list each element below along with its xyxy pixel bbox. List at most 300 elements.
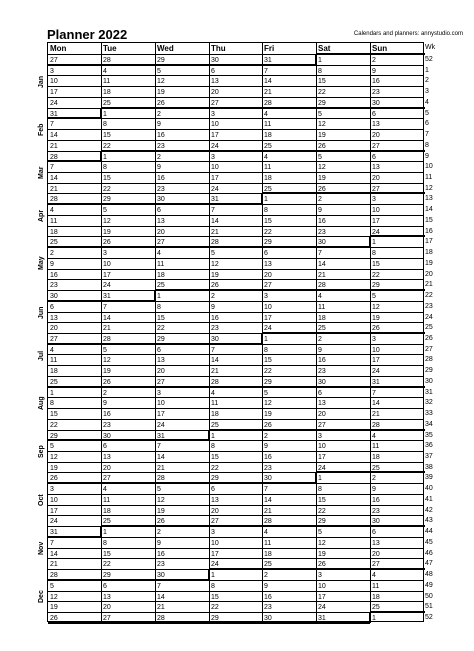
day-cell[interactable]: 2 (318, 196, 322, 204)
day-cell[interactable]: 17 (264, 314, 272, 322)
day-cell[interactable]: 1 (318, 57, 322, 64)
day-cell[interactable]: 30 (264, 614, 272, 622)
day-cell[interactable]: 9 (372, 67, 376, 75)
day-cell[interactable]: 20 (103, 604, 111, 612)
day-cell[interactable]: 5 (103, 346, 107, 354)
day-cell[interactable]: 7 (50, 121, 54, 129)
day-cell[interactable]: 10 (50, 496, 58, 504)
day-cell[interactable]: 9 (157, 539, 161, 547)
day-cell[interactable]: 18 (318, 314, 326, 322)
day-cell[interactable]: 2 (157, 529, 161, 537)
day-cell[interactable]: 26 (50, 614, 58, 622)
day-cell[interactable]: 17 (103, 271, 111, 279)
day-cell[interactable]: 22 (318, 507, 326, 515)
day-cell[interactable]: 15 (50, 411, 58, 419)
day-cell[interactable]: 24 (50, 518, 58, 526)
day-cell[interactable]: 10 (318, 443, 326, 451)
day-cell[interactable]: 9 (211, 303, 215, 311)
day-cell[interactable]: 14 (264, 78, 272, 86)
day-cell[interactable]: 17 (50, 507, 58, 515)
day-cell[interactable]: 8 (318, 486, 322, 494)
day-cell[interactable]: 27 (372, 561, 380, 569)
day-cell[interactable]: 16 (264, 593, 272, 601)
day-cell[interactable]: 25 (211, 421, 219, 429)
day-cell[interactable]: 26 (318, 142, 326, 150)
day-cell[interactable]: 7 (211, 346, 215, 354)
day-cell[interactable]: 17 (157, 411, 165, 419)
day-cell[interactable]: 11 (318, 303, 326, 311)
day-cell[interactable]: 7 (264, 486, 268, 494)
day-cell[interactable]: 14 (157, 593, 165, 601)
day-cell[interactable]: 23 (157, 142, 165, 150)
day-cell[interactable]: 25 (264, 185, 272, 193)
day-cell[interactable]: 22 (264, 228, 272, 236)
day-cell[interactable]: 12 (50, 454, 58, 461)
day-cell[interactable]: 21 (211, 368, 219, 376)
day-cell[interactable]: 14 (318, 260, 326, 268)
day-cell[interactable]: 24 (211, 142, 219, 150)
day-cell[interactable]: 17 (318, 454, 326, 461)
day-cell[interactable]: 8 (103, 164, 107, 172)
day-cell[interactable]: 10 (211, 164, 219, 172)
day-cell[interactable]: 29 (318, 518, 326, 526)
day-cell[interactable]: 25 (264, 561, 272, 569)
day-cell[interactable]: 28 (103, 57, 111, 64)
day-cell[interactable]: 3 (318, 432, 322, 440)
day-cell[interactable]: 7 (318, 250, 322, 258)
day-cell[interactable]: 25 (50, 378, 58, 386)
day-cell[interactable]: 30 (211, 335, 219, 343)
day-cell[interactable]: 10 (103, 260, 111, 268)
day-cell[interactable]: 24 (211, 185, 219, 193)
day-cell[interactable]: 11 (372, 443, 380, 451)
day-cell[interactable]: 8 (318, 67, 322, 75)
day-cell[interactable]: 12 (157, 78, 165, 86)
day-cell[interactable]: 14 (157, 454, 165, 461)
day-cell[interactable]: 26 (372, 325, 380, 333)
day-cell[interactable]: 20 (372, 175, 380, 183)
day-cell[interactable]: 16 (157, 175, 165, 183)
day-cell[interactable]: 6 (318, 389, 322, 397)
day-cell[interactable]: 29 (264, 378, 272, 386)
day-cell[interactable]: 4 (103, 486, 107, 494)
day-cell[interactable]: 6 (372, 529, 376, 537)
day-cell[interactable]: 16 (103, 411, 111, 419)
day-cell[interactable]: 11 (50, 217, 58, 225)
day-cell[interactable]: 2 (264, 432, 268, 440)
day-cell[interactable]: 24 (318, 604, 326, 612)
day-cell[interactable]: 23 (318, 228, 326, 236)
day-cell[interactable]: 22 (103, 561, 111, 569)
day-cell[interactable]: 26 (103, 239, 111, 247)
day-cell[interactable]: 30 (157, 572, 165, 580)
day-cell[interactable]: 3 (318, 572, 322, 580)
day-cell[interactable]: 25 (264, 142, 272, 150)
day-cell[interactable]: 5 (264, 389, 268, 397)
day-cell[interactable]: 19 (318, 175, 326, 183)
day-cell[interactable]: 9 (318, 346, 322, 354)
day-cell[interactable]: 26 (157, 99, 165, 107)
day-cell[interactable]: 31 (372, 378, 380, 386)
day-cell[interactable]: 10 (211, 121, 219, 129)
day-cell[interactable]: 30 (264, 475, 272, 483)
day-cell[interactable]: 23 (157, 185, 165, 193)
day-cell[interactable]: 7 (103, 303, 107, 311)
day-cell[interactable]: 9 (157, 121, 161, 129)
day-cell[interactable]: 9 (264, 582, 268, 590)
day-cell[interactable]: 31 (211, 196, 219, 204)
day-cell[interactable]: 9 (318, 207, 322, 215)
day-cell[interactable]: 7 (50, 164, 54, 172)
day-cell[interactable]: 19 (211, 271, 219, 279)
day-cell[interactable]: 4 (157, 250, 161, 258)
day-cell[interactable]: 3 (103, 250, 107, 258)
day-cell[interactable]: 18 (50, 228, 58, 236)
day-cell[interactable]: 6 (157, 207, 161, 215)
day-cell[interactable]: 26 (211, 282, 219, 290)
day-cell[interactable]: 13 (372, 539, 380, 547)
day-cell[interactable]: 1 (211, 432, 215, 440)
day-cell[interactable]: 12 (318, 121, 326, 129)
day-cell[interactable]: 27 (157, 239, 165, 247)
day-cell[interactable]: 30 (211, 57, 219, 64)
day-cell[interactable]: 8 (103, 539, 107, 547)
day-cell[interactable]: 12 (318, 164, 326, 172)
day-cell[interactable]: 13 (157, 217, 165, 225)
day-cell[interactable]: 28 (211, 378, 219, 386)
day-cell[interactable]: 22 (103, 185, 111, 193)
day-cell[interactable]: 21 (157, 604, 165, 612)
day-cell[interactable]: 28 (211, 239, 219, 247)
day-cell[interactable]: 28 (264, 518, 272, 526)
day-cell[interactable]: 4 (264, 110, 268, 118)
day-cell[interactable]: 28 (50, 153, 58, 161)
day-cell[interactable]: 3 (157, 389, 161, 397)
day-cell[interactable]: 16 (318, 217, 326, 225)
day-cell[interactable]: 14 (211, 357, 219, 365)
day-cell[interactable]: 16 (211, 314, 219, 322)
day-cell[interactable]: 11 (103, 78, 111, 86)
day-cell[interactable]: 27 (372, 185, 380, 193)
day-cell[interactable]: 5 (103, 207, 107, 215)
day-cell[interactable]: 5 (50, 443, 54, 451)
day-cell[interactable]: 19 (157, 89, 165, 97)
day-cell[interactable]: 27 (211, 99, 219, 107)
day-cell[interactable]: 13 (103, 454, 111, 461)
day-cell[interactable]: 18 (211, 411, 219, 419)
day-cell[interactable]: 3 (372, 196, 376, 204)
day-cell[interactable]: 19 (50, 464, 58, 472)
day-cell[interactable]: 24 (50, 99, 58, 107)
day-cell[interactable]: 3 (50, 486, 54, 494)
day-cell[interactable]: 5 (157, 67, 161, 75)
day-cell[interactable]: 19 (103, 368, 111, 376)
day-cell[interactable]: 16 (50, 271, 58, 279)
day-cell[interactable]: 25 (157, 282, 165, 290)
day-cell[interactable]: 20 (372, 132, 380, 140)
day-cell[interactable]: 15 (264, 357, 272, 365)
day-cell[interactable]: 15 (211, 454, 219, 461)
day-cell[interactable]: 5 (211, 250, 215, 258)
day-cell[interactable]: 1 (157, 293, 161, 301)
day-cell[interactable]: 7 (372, 389, 376, 397)
day-cell[interactable]: 19 (103, 228, 111, 236)
day-cell[interactable]: 27 (372, 142, 380, 150)
day-cell[interactable]: 29 (372, 282, 380, 290)
day-cell[interactable]: 15 (318, 496, 326, 504)
day-cell[interactable]: 18 (50, 368, 58, 376)
day-cell[interactable]: 16 (372, 78, 380, 86)
day-cell[interactable]: 20 (211, 89, 219, 97)
day-cell[interactable]: 23 (372, 507, 380, 515)
day-cell[interactable]: 14 (264, 496, 272, 504)
day-cell[interactable]: 22 (318, 89, 326, 97)
day-cell[interactable]: 17 (211, 132, 219, 140)
day-cell[interactable]: 1 (264, 335, 268, 343)
day-cell[interactable]: 1 (211, 572, 215, 580)
day-cell[interactable]: 30 (372, 518, 380, 526)
day-cell[interactable]: 2 (103, 389, 107, 397)
day-cell[interactable]: 18 (264, 175, 272, 183)
day-cell[interactable]: 26 (157, 518, 165, 526)
day-cell[interactable]: 1 (264, 196, 268, 204)
day-cell[interactable]: 15 (211, 593, 219, 601)
day-cell[interactable]: 28 (50, 196, 58, 204)
day-cell[interactable]: 9 (103, 400, 107, 408)
day-cell[interactable]: 4 (50, 346, 54, 354)
day-cell[interactable]: 1 (318, 475, 322, 483)
day-cell[interactable]: 24 (211, 561, 219, 569)
day-cell[interactable]: 30 (50, 293, 58, 301)
day-cell[interactable]: 15 (318, 78, 326, 86)
day-cell[interactable]: 25 (318, 325, 326, 333)
day-cell[interactable]: 15 (103, 175, 111, 183)
day-cell[interactable]: 27 (50, 57, 58, 64)
day-cell[interactable]: 3 (211, 529, 215, 537)
day-cell[interactable]: 17 (211, 175, 219, 183)
day-cell[interactable]: 28 (50, 572, 58, 580)
day-cell[interactable]: 11 (264, 121, 272, 129)
day-cell[interactable]: 21 (50, 561, 58, 569)
day-cell[interactable]: 23 (50, 282, 58, 290)
day-cell[interactable]: 29 (103, 196, 111, 204)
day-cell[interactable]: 6 (103, 443, 107, 451)
day-cell[interactable]: 10 (211, 539, 219, 547)
day-cell[interactable]: 3 (264, 293, 268, 301)
day-cell[interactable]: 27 (157, 378, 165, 386)
day-cell[interactable]: 30 (318, 378, 326, 386)
day-cell[interactable]: 25 (50, 239, 58, 247)
day-cell[interactable]: 25 (103, 99, 111, 107)
day-cell[interactable]: 19 (318, 132, 326, 140)
day-cell[interactable]: 7 (50, 539, 54, 547)
day-cell[interactable]: 15 (372, 260, 380, 268)
day-cell[interactable]: 21 (50, 142, 58, 150)
day-cell[interactable]: 16 (157, 132, 165, 140)
day-cell[interactable]: 11 (264, 164, 272, 172)
day-cell[interactable]: 18 (372, 593, 380, 601)
day-cell[interactable]: 3 (211, 153, 215, 161)
day-cell[interactable]: 2 (50, 250, 54, 258)
day-cell[interactable]: 12 (264, 400, 272, 408)
day-cell[interactable]: 26 (318, 185, 326, 193)
day-cell[interactable]: 24 (372, 368, 380, 376)
day-cell[interactable]: 20 (211, 507, 219, 515)
day-cell[interactable]: 14 (372, 400, 380, 408)
day-cell[interactable]: 22 (103, 142, 111, 150)
day-cell[interactable]: 17 (211, 550, 219, 558)
day-cell[interactable]: 24 (157, 421, 165, 429)
day-cell[interactable]: 12 (103, 217, 111, 225)
day-cell[interactable]: 14 (50, 175, 58, 183)
day-cell[interactable]: 4 (264, 153, 268, 161)
day-cell[interactable]: 25 (103, 518, 111, 526)
day-cell[interactable]: 31 (103, 293, 111, 301)
day-cell[interactable]: 19 (318, 550, 326, 558)
day-cell[interactable]: 18 (103, 507, 111, 515)
day-cell[interactable]: 28 (318, 282, 326, 290)
day-cell[interactable]: 7 (264, 67, 268, 75)
day-cell[interactable]: 29 (103, 572, 111, 580)
day-cell[interactable]: 30 (103, 432, 111, 440)
day-cell[interactable]: 16 (264, 454, 272, 461)
day-cell[interactable]: 10 (372, 207, 380, 215)
day-cell[interactable]: 21 (264, 507, 272, 515)
day-cell[interactable]: 4 (372, 572, 376, 580)
day-cell[interactable]: 31 (264, 57, 272, 64)
day-cell[interactable]: 29 (211, 475, 219, 483)
day-cell[interactable]: 6 (157, 346, 161, 354)
day-cell[interactable]: 5 (50, 582, 54, 590)
day-cell[interactable]: 5 (157, 486, 161, 494)
day-cell[interactable]: 26 (318, 561, 326, 569)
day-cell[interactable]: 20 (264, 271, 272, 279)
day-cell[interactable]: 30 (318, 239, 326, 247)
day-cell[interactable]: 15 (103, 550, 111, 558)
day-cell[interactable]: 9 (372, 486, 376, 494)
day-cell[interactable]: 22 (50, 421, 58, 429)
day-cell[interactable]: 13 (50, 314, 58, 322)
day-cell[interactable]: 7 (157, 443, 161, 451)
day-cell[interactable]: 1 (372, 239, 376, 247)
day-cell[interactable]: 2 (264, 572, 268, 580)
day-cell[interactable]: 29 (264, 239, 272, 247)
day-cell[interactable]: 24 (103, 282, 111, 290)
day-cell[interactable]: 5 (372, 293, 376, 301)
day-cell[interactable]: 15 (157, 314, 165, 322)
day-cell[interactable]: 26 (103, 378, 111, 386)
day-cell[interactable]: 13 (211, 496, 219, 504)
day-cell[interactable]: 1 (372, 614, 376, 622)
day-cell[interactable]: 23 (264, 604, 272, 612)
day-cell[interactable]: 8 (372, 250, 376, 258)
day-cell[interactable]: 20 (372, 550, 380, 558)
day-cell[interactable]: 22 (211, 464, 219, 472)
day-cell[interactable]: 29 (211, 614, 219, 622)
day-cell[interactable]: 8 (264, 346, 268, 354)
day-cell[interactable]: 2 (157, 110, 161, 118)
day-cell[interactable]: 17 (372, 357, 380, 365)
day-cell[interactable]: 25 (372, 464, 380, 472)
day-cell[interactable]: 20 (103, 464, 111, 472)
day-cell[interactable]: 4 (318, 293, 322, 301)
day-cell[interactable]: 19 (264, 411, 272, 419)
day-cell[interactable]: 20 (50, 325, 58, 333)
day-cell[interactable]: 5 (318, 153, 322, 161)
day-cell[interactable]: 18 (264, 132, 272, 140)
day-cell[interactable]: 29 (157, 335, 165, 343)
day-cell[interactable]: 14 (50, 550, 58, 558)
day-cell[interactable]: 13 (372, 164, 380, 172)
day-cell[interactable]: 10 (50, 78, 58, 86)
day-cell[interactable]: 21 (372, 411, 380, 419)
day-cell[interactable]: 24 (318, 464, 326, 472)
day-cell[interactable]: 28 (372, 421, 380, 429)
day-cell[interactable]: 12 (372, 303, 380, 311)
day-cell[interactable]: 27 (50, 335, 58, 343)
day-cell[interactable]: 8 (103, 121, 107, 129)
day-cell[interactable]: 26 (264, 421, 272, 429)
day-cell[interactable]: 22 (211, 604, 219, 612)
day-cell[interactable]: 9 (264, 443, 268, 451)
day-cell[interactable]: 16 (318, 357, 326, 365)
day-cell[interactable]: 18 (264, 550, 272, 558)
day-cell[interactable]: 4 (103, 67, 107, 75)
day-cell[interactable]: 13 (372, 121, 380, 129)
day-cell[interactable]: 21 (157, 464, 165, 472)
day-cell[interactable]: 8 (264, 207, 268, 215)
day-cell[interactable]: 1 (103, 153, 107, 161)
day-cell[interactable]: 14 (211, 217, 219, 225)
day-cell[interactable]: 7 (157, 582, 161, 590)
day-cell[interactable]: 8 (157, 303, 161, 311)
day-cell[interactable]: 18 (372, 454, 380, 461)
day-cell[interactable]: 9 (157, 164, 161, 172)
day-cell[interactable]: 5 (318, 110, 322, 118)
day-cell[interactable]: 6 (211, 486, 215, 494)
day-cell[interactable]: 23 (103, 421, 111, 429)
day-cell[interactable]: 19 (50, 604, 58, 612)
day-cell[interactable]: 13 (103, 593, 111, 601)
day-cell[interactable]: 4 (50, 207, 54, 215)
day-cell[interactable]: 2 (372, 475, 376, 483)
day-cell[interactable]: 11 (264, 539, 272, 547)
day-cell[interactable]: 4 (372, 432, 376, 440)
day-cell[interactable]: 17 (372, 217, 380, 225)
day-cell[interactable]: 2 (211, 293, 215, 301)
day-cell[interactable]: 29 (318, 99, 326, 107)
day-cell[interactable]: 3 (50, 67, 54, 75)
day-cell[interactable]: 30 (372, 99, 380, 107)
day-cell[interactable]: 31 (50, 110, 58, 118)
day-cell[interactable]: 10 (372, 346, 380, 354)
day-cell[interactable]: 23 (372, 89, 380, 97)
day-cell[interactable]: 16 (372, 496, 380, 504)
day-cell[interactable]: 31 (157, 432, 165, 440)
day-cell[interactable]: 27 (211, 518, 219, 526)
day-cell[interactable]: 12 (103, 357, 111, 365)
day-cell[interactable]: 3 (211, 110, 215, 118)
day-cell[interactable]: 13 (264, 260, 272, 268)
day-cell[interactable]: 23 (157, 561, 165, 569)
day-cell[interactable]: 24 (264, 325, 272, 333)
day-cell[interactable]: 10 (264, 303, 272, 311)
day-cell[interactable]: 28 (103, 335, 111, 343)
day-cell[interactable]: 6 (50, 303, 54, 311)
day-cell[interactable]: 10 (318, 582, 326, 590)
day-cell[interactable]: 20 (157, 368, 165, 376)
day-cell[interactable]: 11 (211, 400, 219, 408)
